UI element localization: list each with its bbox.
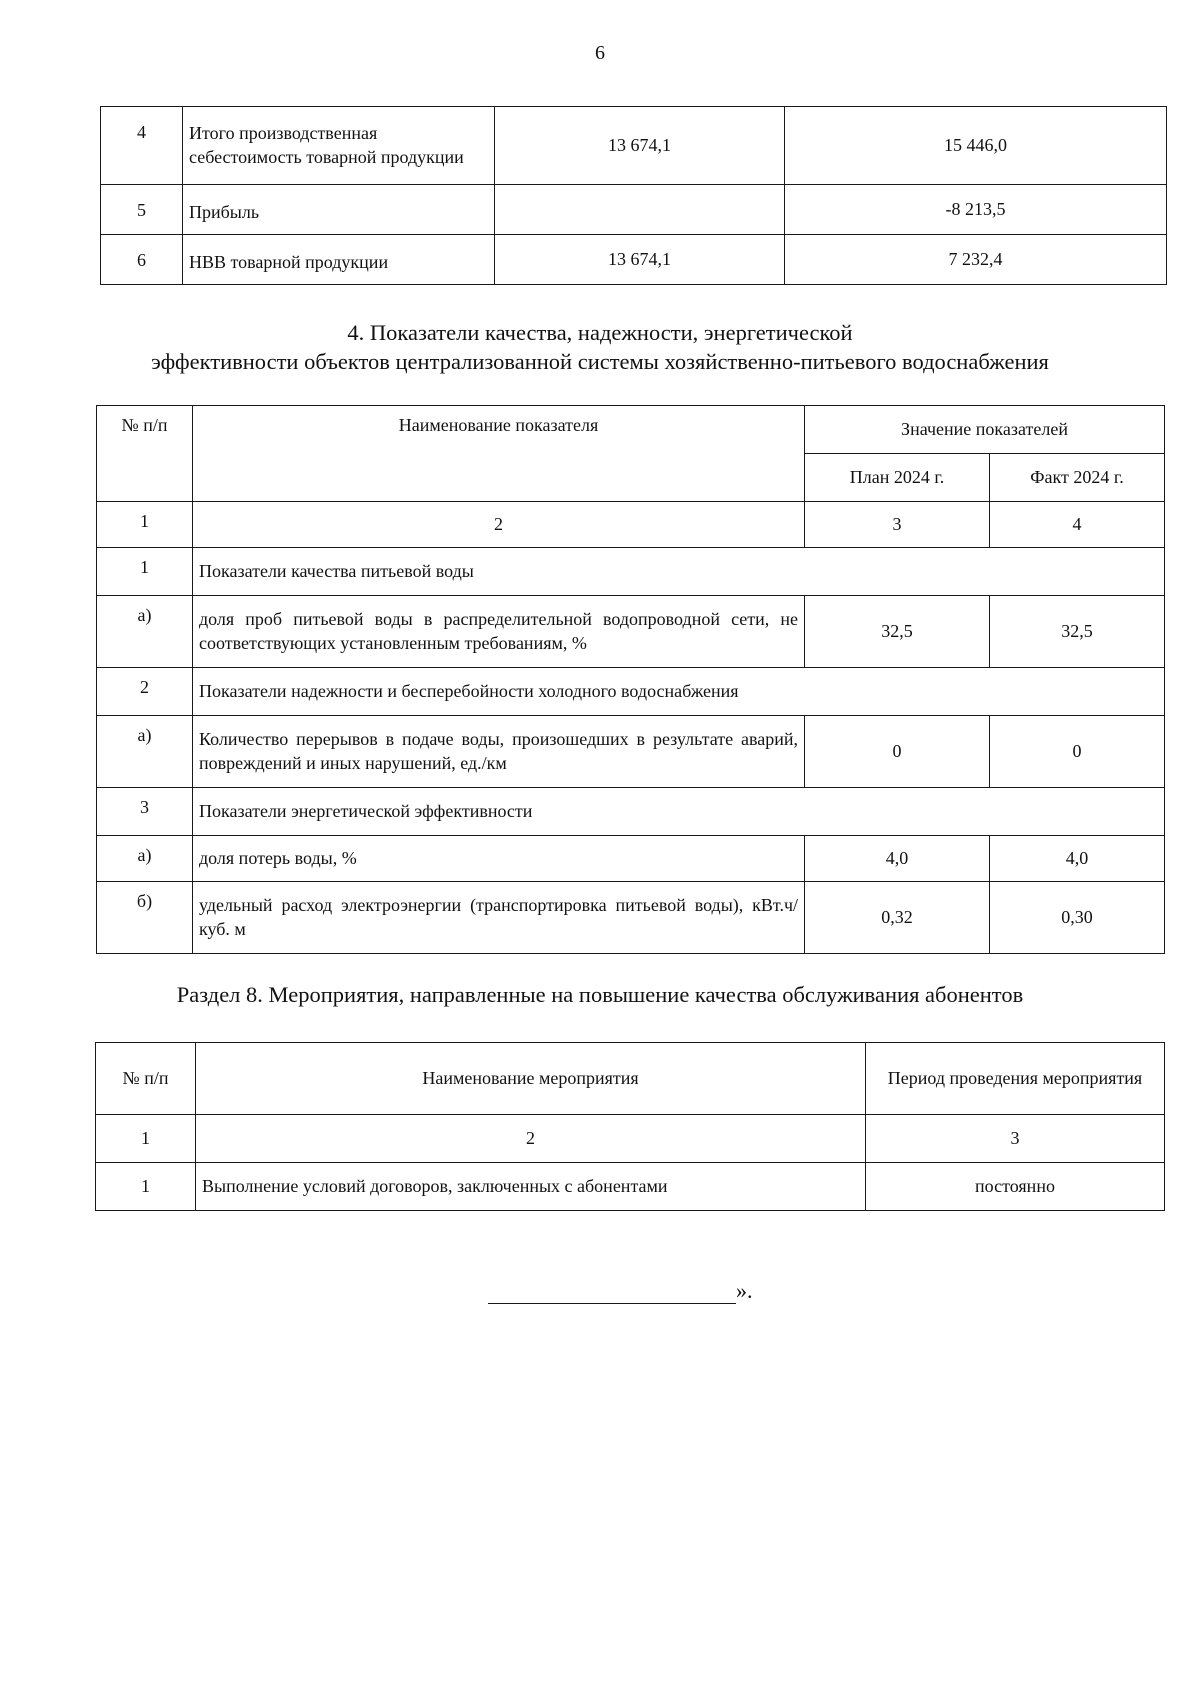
table-row xyxy=(97,836,1165,882)
header-values: Значение показателей xyxy=(805,406,1165,454)
row-number: 5 xyxy=(101,185,183,235)
table-row xyxy=(101,107,1167,185)
row-name: доля потерь воды, % xyxy=(193,836,805,882)
row-plan-value: 0,32 xyxy=(805,882,990,954)
column-number-row xyxy=(97,502,1165,548)
row-plan-value: 13 674,1 xyxy=(495,235,785,285)
row-name: Итого производственная себестоимость товарной продукции xyxy=(183,107,495,185)
col-number: 2 xyxy=(196,1115,866,1163)
row-plan-value: 32,5 xyxy=(805,596,990,668)
group-number: 2 xyxy=(97,668,193,716)
table-row xyxy=(96,1163,1165,1211)
row-period: постоянно xyxy=(866,1163,1165,1211)
row-fact-value: -8 213,5 xyxy=(785,185,1167,235)
group-name: Показатели качества питьевой воды xyxy=(193,548,1165,596)
row-name: Выполнение условий договоров, заключенных с абонентами xyxy=(196,1163,866,1211)
header-num: № п/п xyxy=(97,406,193,502)
row-number: а) xyxy=(97,836,193,882)
service-measures-table xyxy=(95,1042,1165,1211)
col-number: 3 xyxy=(805,502,990,548)
economic-indicators-table xyxy=(100,106,1167,285)
group-name: Показатели надежности и бесперебойности холодного водоснабжения xyxy=(193,668,1165,716)
row-name: удельный расход электроэнергии (транспортировка питьевой воды), кВт.ч/куб. м xyxy=(193,882,805,954)
table-row xyxy=(97,716,1165,788)
row-name: Количество перерывов в подаче воды, произошедших в результате аварий, повреждений и иных нарушений, ед./км xyxy=(193,716,805,788)
header-period: Период проведения мероприятия xyxy=(866,1043,1165,1115)
row-plan-value: 13 674,1 xyxy=(495,107,785,185)
col-number: 3 xyxy=(866,1115,1165,1163)
row-name: Прибыль xyxy=(183,185,495,235)
row-number: 4 xyxy=(101,107,183,185)
col-number: 1 xyxy=(96,1115,196,1163)
header-name: Наименование мероприятия xyxy=(196,1043,866,1115)
closing-signature-line xyxy=(488,1278,753,1304)
closing-quote: ». xyxy=(736,1278,753,1303)
group-row xyxy=(97,548,1165,596)
col-number: 2 xyxy=(193,502,805,548)
row-fact-value: 4,0 xyxy=(990,836,1165,882)
blank-underline xyxy=(488,1283,736,1304)
group-name: Показатели энергетической эффективности xyxy=(193,788,1165,836)
section4-heading-line2: эффективности объектов централизованной системы хозяйственно-питьевого водоснабжения xyxy=(151,349,1049,375)
group-number: 3 xyxy=(97,788,193,836)
col-number: 4 xyxy=(990,502,1165,548)
group-row xyxy=(97,668,1165,716)
row-name: НВВ товарной продукции xyxy=(183,235,495,285)
row-number: а) xyxy=(97,596,193,668)
header-name: Наименование показателя xyxy=(193,406,805,502)
row-plan-value: 0 xyxy=(805,716,990,788)
row-fact-value: 0,30 xyxy=(990,882,1165,954)
row-number: а) xyxy=(97,716,193,788)
table-row xyxy=(101,185,1167,235)
row-plan-value: 4,0 xyxy=(805,836,990,882)
col-number: 1 xyxy=(97,502,193,548)
table-row xyxy=(97,882,1165,954)
header-plan: План 2024 г. xyxy=(805,454,990,502)
row-fact-value: 15 446,0 xyxy=(785,107,1167,185)
quality-indicators-table xyxy=(96,405,1165,954)
table-row xyxy=(101,235,1167,285)
section4-heading xyxy=(0,318,1200,377)
table-header-row xyxy=(97,406,1165,454)
row-number: 6 xyxy=(101,235,183,285)
row-name: доля проб питьевой воды в распределительной водопроводной сети, не соответствующих установленным требованиям, % xyxy=(193,596,805,668)
group-number: 1 xyxy=(97,548,193,596)
page-number: 6 xyxy=(595,42,605,64)
header-fact: Факт 2024 г. xyxy=(990,454,1165,502)
column-number-row xyxy=(96,1115,1165,1163)
header-num: № п/п xyxy=(96,1043,196,1115)
section8-heading: Раздел 8. Мероприятия, направленные на повышение качества обслуживания абонентов xyxy=(176,982,1024,1007)
row-number: б) xyxy=(97,882,193,954)
table-header-row xyxy=(96,1043,1165,1115)
section4-heading-line1: 4. Показатели качества, надежности, энергетической xyxy=(347,320,853,345)
group-row xyxy=(97,788,1165,836)
row-fact-value: 0 xyxy=(990,716,1165,788)
row-fact-value: 7 232,4 xyxy=(785,235,1167,285)
row-plan-value xyxy=(495,185,785,235)
row-number: 1 xyxy=(96,1163,196,1211)
row-fact-value: 32,5 xyxy=(990,596,1165,668)
table-row xyxy=(97,596,1165,668)
